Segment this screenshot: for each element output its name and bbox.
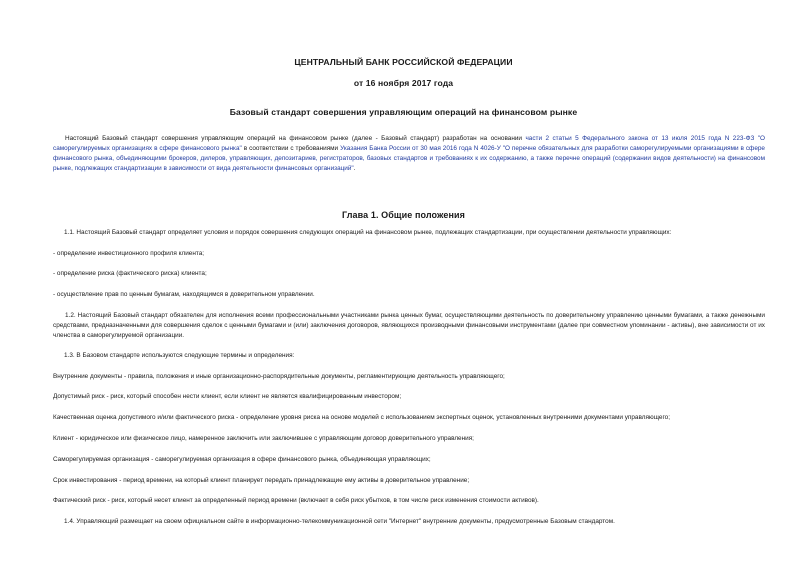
list-item: - осуществление прав по ценным бумагам, находящимся в доверительном управлении. (53, 291, 315, 298)
preamble-text: Настоящий Базовый стандарт совершения управляющим операций на финансовом рынке (далее - Базовый стандарт) разработан на основании (65, 135, 526, 142)
list-item: - определение риска (фактического риска) клиента; (53, 270, 207, 277)
issuer-heading: ЦЕНТРАЛЬНЫЙ БАНК РОССИЙСКОЙ ФЕДЕРАЦИИ (294, 57, 513, 67)
clause-1-2: 1.2. Настоящий Базовый стандарт обязателен для исполнения всеми профессиональными участниками рынка ценных бумаг, осуществляющими деятельность по доверительному управлению ценными бумагами, а также денежными средствами, предназначенными для совершения сделок с ценными бумагами и (или) заключения договоров, являющихся производными финансовыми инструментами (далее при совместном упоминании - активы), вне зависимости от их членства в саморегулируемой организации. (53, 312, 765, 339)
term-definition: Качественная оценка допустимого и/или фактического риска - определение уровня риска на основе моделей с использованием экспертных оценок, установленных внутренними документами управляющего; (53, 414, 670, 421)
preamble-text: в соответствии с требованиями (241, 145, 341, 152)
clause-1-3: 1.3. В Базовом стандарте используются следующие термины и определения: (64, 352, 295, 359)
term-definition: Внутренние документы - правила, положения и иные организационно-распорядительные документы, регламентирующие деятельность управляющего; (53, 373, 505, 380)
chapter-heading: Глава 1. Общие положения (341, 210, 466, 220)
clause-1-4: 1.4. Управляющий размещает на своем официальном сайте в информационно-телекоммуникационной сети "Интернет" внутренние документы, предусмотренные Базовым стандартом. (64, 518, 615, 525)
preamble-text: . (353, 165, 356, 172)
document-date: от 16 ноября 2017 года (353, 78, 454, 88)
directive-link[interactable]: Указания Банка России от 30 мая 2016 года N 4026-У "О перечне обязательных для разработки саморегулируемыми организациями в сфере финансового рынка, объединяющими брокеров, дилеров, управляющих, депозитариев, регистраторов, базовых стандартов и требованиях к их содержанию, а также перечне операций (содержании видов деятельности) на финансовом рынке, подлежащих стандартизации в зависимости от вида деятельности финансовых организаций" (53, 145, 765, 172)
term-definition: Срок инвестирования - период времени, на который клиент планирует передать принадлежащие ему активы в доверительное управление; (53, 477, 470, 484)
term-definition: Саморегулируемая организация - саморегулируемая организация в сфере финансового рынка, объединяющая управляющих; (53, 456, 431, 463)
preamble-paragraph (53, 134, 765, 174)
document-title: Базовый стандарт совершения управляющим операций на финансовом рынке (229, 107, 578, 117)
clause-1-1: 1.1. Настоящий Базовый стандарт определяет условия и порядок совершения следующих операций на финансовом рынке, подлежащих стандартизации, при осуществлении деятельности управляющих: (64, 229, 672, 236)
term-definition: Фактический риск - риск, который несет клиент за определенный период времени (включает в себя риск убытков, в том числе риск изменения стоимости активов). (53, 497, 539, 504)
term-definition: Допустимый риск - риск, который способен нести клиент, если клиент не является квалифицированным инвестором; (53, 393, 402, 400)
law-link[interactable]: части 2 статьи 5 Федерального закона от 13 июля 2015 года N 223-ФЗ "О саморегулируемых организациях в сфере финансового рынка" (53, 135, 765, 152)
term-definition: Клиент - юридическое или физическое лицо, намеренное заключить или заключившее с управляющим договор доверительного управления; (53, 435, 474, 442)
list-item: - определение инвестиционного профиля клиента; (53, 250, 205, 257)
